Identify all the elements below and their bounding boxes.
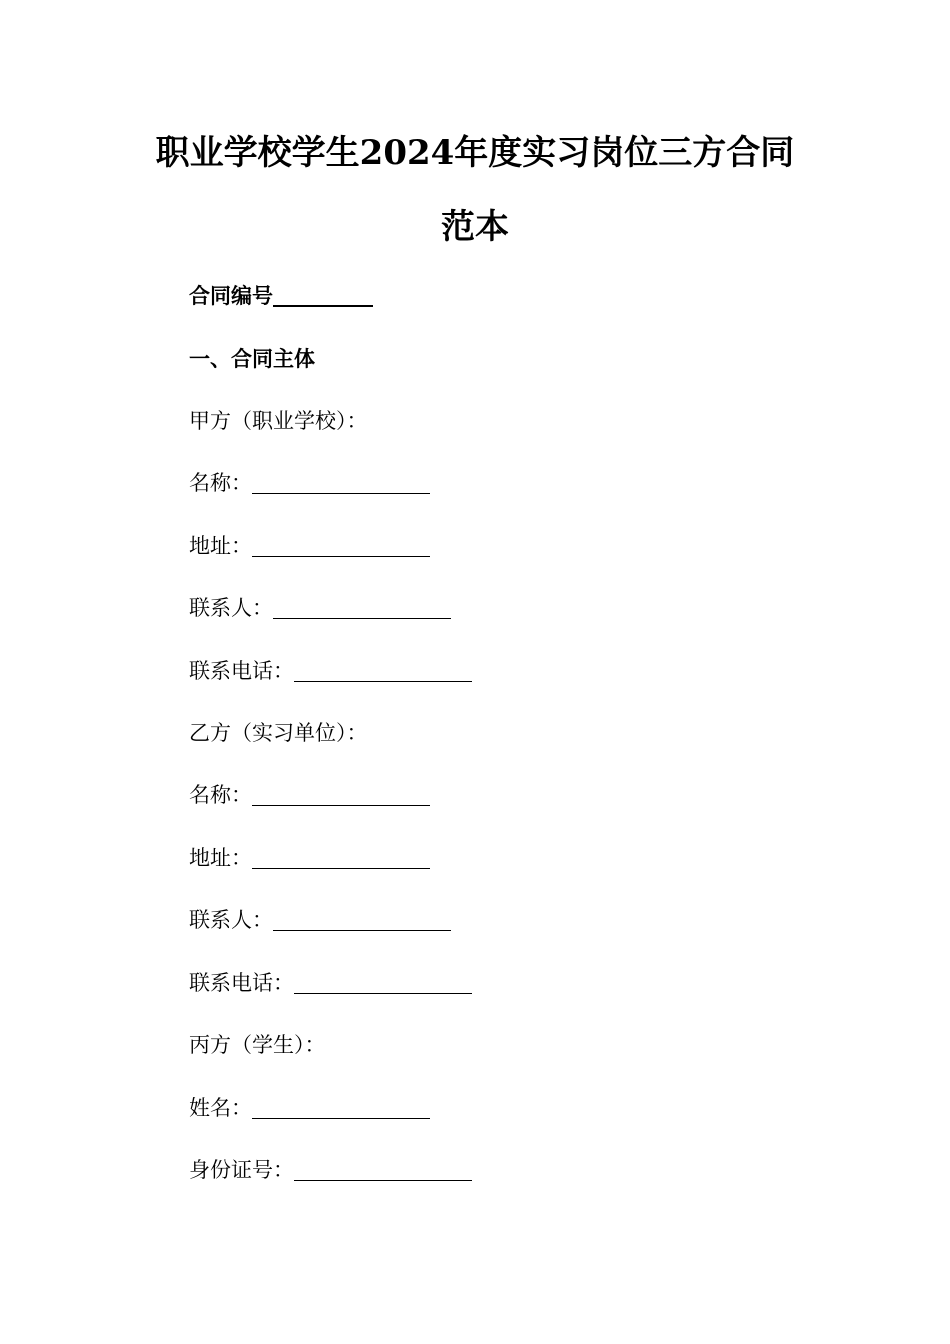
party-c-name-blank[interactable]: [252, 1098, 430, 1119]
party-b-phone-label: 联系电话：: [189, 971, 294, 995]
party-a-name-row: [189, 469, 430, 497]
party-a-address-blank[interactable]: [252, 536, 430, 557]
party-b-name-label: 名称：: [189, 783, 252, 807]
party-c-name-label: 姓名：: [189, 1096, 252, 1120]
party-a-contact-blank[interactable]: [273, 598, 451, 619]
contract-number-label: 合同编号: [189, 284, 273, 308]
party-b-address-label: 地址：: [189, 846, 252, 870]
party-a-phone-row: [189, 657, 472, 685]
party-c-heading: [189, 1031, 326, 1059]
party-b-name-row: [189, 781, 430, 809]
party-b-address-blank[interactable]: [252, 848, 430, 869]
party-b-contact-label: 联系人：: [189, 908, 273, 932]
party-b-phone-row: [189, 969, 472, 997]
party-a-phone-blank[interactable]: [294, 661, 472, 682]
party-b-name-blank[interactable]: [252, 785, 430, 806]
section-heading-parties: [189, 345, 315, 373]
party-b-heading: [189, 719, 368, 747]
party-c-id-label: 身份证号：: [189, 1158, 294, 1182]
party-a-address-label: 地址：: [189, 534, 252, 558]
party-b-contact-blank[interactable]: [273, 910, 451, 931]
party-a-contact-label: 联系人：: [189, 596, 273, 620]
party-b-address-row: [189, 844, 430, 872]
party-c-id-row: [189, 1156, 472, 1184]
party-a-heading: [189, 407, 368, 435]
party-c-heading-text: 丙方（学生）：: [189, 1033, 326, 1057]
party-b-contact-row: [189, 906, 451, 934]
party-c-name-row: [189, 1094, 430, 1122]
party-a-address-row: [189, 532, 430, 560]
document-title-line1: 职业学校学生2024年度实习岗位三方合同: [155, 133, 795, 173]
section-heading-text: 一、合同主体: [189, 347, 315, 371]
party-b-phone-blank[interactable]: [294, 973, 472, 994]
contract-number-row: [189, 282, 373, 310]
document-title-line2: 范本: [441, 207, 509, 247]
party-a-phone-label: 联系电话：: [189, 659, 294, 683]
party-b-heading-text: 乙方（实习单位）：: [189, 721, 368, 745]
party-a-name-blank[interactable]: [252, 473, 430, 494]
contract-number-blank[interactable]: [273, 285, 373, 307]
party-a-contact-row: [189, 594, 451, 622]
party-a-name-label: 名称：: [189, 471, 252, 495]
party-c-id-blank[interactable]: [294, 1160, 472, 1181]
party-a-heading-text: 甲方（职业学校）：: [189, 409, 368, 433]
